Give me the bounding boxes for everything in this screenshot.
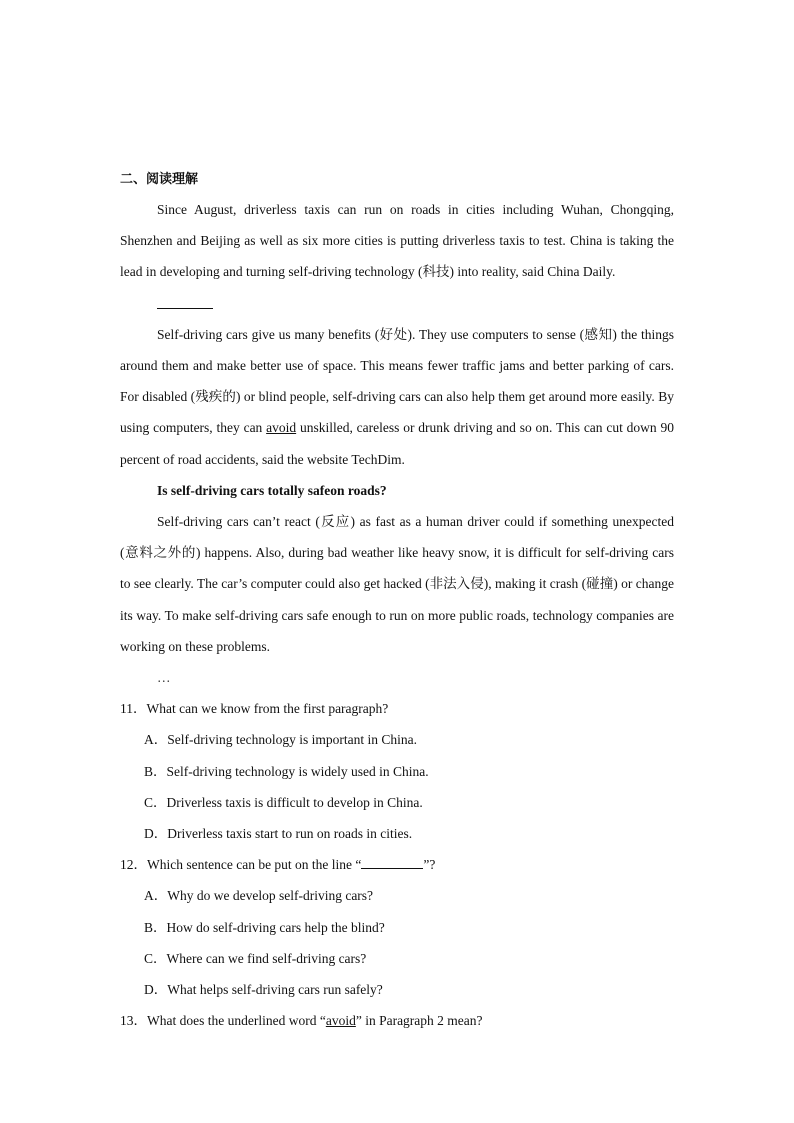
passage-paragraph-3: Self-driving cars can’t react (反应) as fast as a human driver could if something unexpected (意料之外的) happens. Also, during bad weather like heavy snow, it is difficult for self-driving cars to see clearly. The car’s computer could also get hacked (非法入侵), making it crash (碰撞) or change its way. To make self-driving cars safe enough to run on more public roads, technology companies are working on these problems. bbox=[120, 514, 674, 654]
question-11-option-c[interactable] bbox=[120, 787, 674, 818]
option-letter: A． bbox=[144, 888, 168, 904]
option-text: Self-driving technology is important in China. bbox=[167, 732, 417, 748]
question-11-option-b[interactable] bbox=[120, 756, 674, 787]
option-letter: A． bbox=[144, 732, 168, 748]
option-letter: C． bbox=[144, 950, 167, 966]
option-text: Where can we find self-driving cars? bbox=[166, 950, 367, 966]
question-13 bbox=[120, 1005, 674, 1036]
question-12-option-a[interactable] bbox=[120, 880, 674, 911]
option-text: Driverless taxis start to run on roads in cities. bbox=[167, 826, 413, 842]
passage-paragraph-1: Since August, driverless taxis can run on roads in cities including Wuhan, Chongqing, Shenzhen and Beijing as well as six more cities is putting driverless taxis to test. China is taking the lead in developing and turning self-driving technology (科技) into reality, said China Daily. bbox=[120, 202, 674, 280]
question-13-text-after: ” in Paragraph 2 mean? bbox=[355, 1013, 483, 1029]
question-12-text-after: ”? bbox=[423, 857, 436, 873]
option-text: What helps self-driving cars run safely? bbox=[167, 982, 383, 998]
blank-rule bbox=[157, 308, 213, 309]
question-12-option-b[interactable] bbox=[120, 912, 674, 943]
option-letter: D． bbox=[144, 982, 168, 998]
paragraph-2-text-after: unskilled, careless or drunk driving and so on. This can cut down 90 percent of road accidents, said the website TechDim. bbox=[120, 420, 675, 467]
passage-ellipsis: … bbox=[157, 670, 171, 686]
option-text: How do self-driving cars help the blind? bbox=[166, 919, 385, 935]
option-letter: D． bbox=[144, 826, 168, 842]
option-text: Driverless taxis is difficult to develop in China. bbox=[166, 794, 423, 810]
question-12-option-c[interactable] bbox=[120, 943, 674, 974]
option-letter: C． bbox=[144, 794, 167, 810]
question-12-text-before: 12．Which sentence can be put on the line “ bbox=[120, 857, 362, 873]
question-11-option-d[interactable] bbox=[120, 818, 674, 849]
underlined-word-avoid: avoid bbox=[266, 420, 297, 436]
option-text: Why do we develop self-driving cars? bbox=[167, 888, 374, 904]
question-12 bbox=[120, 849, 674, 880]
question-12-blank bbox=[361, 854, 423, 869]
paragraph-2-text-before: Self-driving cars give us many benefits (好处). They use computers to sense (感知) the things around them and make better use of space. This means fewer traffic jams and better parking of cars. For disabled (残疾的) or blind people, self-driving cars can also help them get around more easily. By using computers, they can bbox=[120, 326, 674, 436]
reading-section bbox=[120, 168, 674, 1036]
question-11: 11．What can we know from the first paragraph? bbox=[120, 701, 389, 717]
question-13-underlined-word: avoid bbox=[325, 1013, 356, 1029]
option-text: Self-driving technology is widely used in China. bbox=[166, 763, 429, 779]
question-12-option-d[interactable] bbox=[120, 974, 674, 1005]
section-title: 二、阅读理解 bbox=[120, 172, 199, 187]
passage-subheading: Is self-driving cars totally safeon roads? bbox=[157, 482, 387, 498]
passage-paragraph-2 bbox=[120, 319, 674, 475]
option-letter: B． bbox=[144, 763, 167, 779]
question-11-option-a[interactable] bbox=[120, 724, 674, 755]
question-13-text-before: 13．What does the underlined word “ bbox=[120, 1013, 326, 1029]
option-letter: B． bbox=[144, 919, 167, 935]
passage-blank-line bbox=[120, 288, 674, 319]
